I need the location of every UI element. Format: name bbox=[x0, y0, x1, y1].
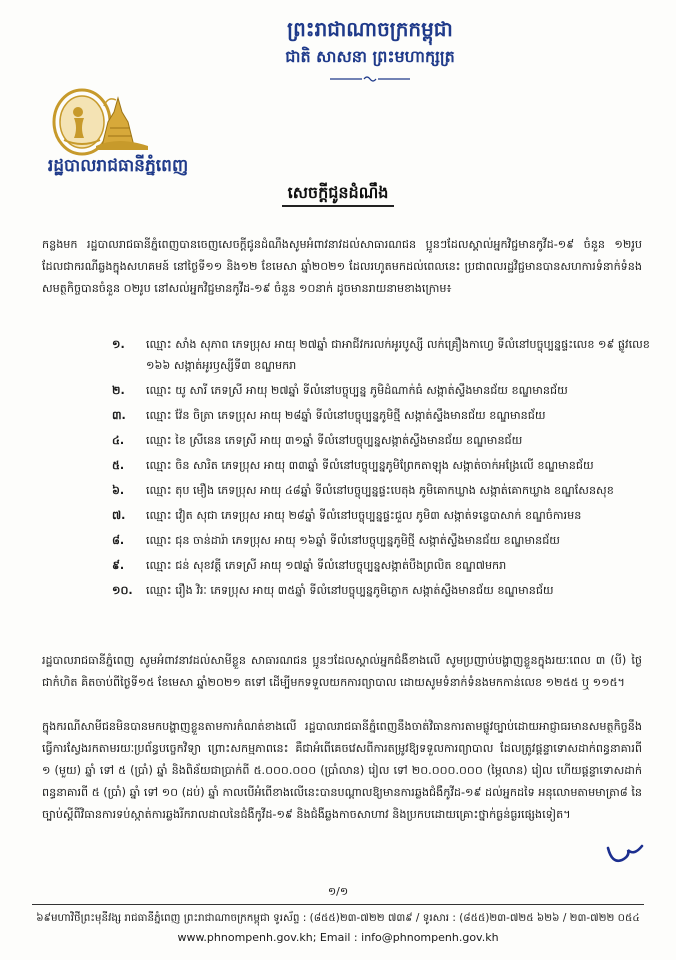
item-text: ឈ្មោះ វ៉ៀត សុជា ភេទប្រុស អាយុ ២៨ឆ្នាំ ទីលំនៅបច្ចុប្បន្នផ្ទះជួល ភូមិ៣ សង្កាត់ទន្លេបាសាក់ ខណ្ឌចំការមន bbox=[146, 509, 582, 522]
list-item bbox=[112, 480, 652, 501]
item-number: ១០. bbox=[112, 584, 133, 597]
email-link[interactable]: info@phnompenh.gov.kh bbox=[361, 931, 499, 944]
list-item bbox=[112, 455, 652, 476]
email-label: Email : bbox=[319, 931, 358, 944]
item-text: ឈ្មោះ សាំង សុភាព ភេទប្រុស អាយុ ២៧ឆ្នាំ ជាអាជីវករលក់អូរបូស្សី លក់គ្រឿងកាហ្វេ ទីលំនៅបច្ចុប្បន្នផ្ទះលេខ ១៩ ផ្លូវលេខ ១៦៦ សង្កាត់អូរឫស្សីទី៣ ខណ្ឌមករា bbox=[146, 338, 650, 372]
item-number: ៦. bbox=[112, 484, 125, 497]
footer-address: ៦៩មហាវិថីព្រះមុនីវង្ស រាជធានីភ្នំពេញ ព្រះរាជាណាចក្រកម្ពុជា ទូរស័ព្ទ : (៨៥៥)២៣-៧២២ ៧៣៩ / ទូរសារ : (៨៥៥)២៣-៧២៥ ៦២៦ / ២៣-៧២២ ០៥៤ bbox=[36, 912, 640, 924]
item-text: ឈ្មោះ យូ សារី ភេទស្រី អាយុ ២៧ឆ្នាំ ទីលំនៅបច្ចុប្បន្ន ភូមិដំណាក់ធំ សង្កាត់ស្ទឹងមានជ័យ ខណ្ឌមានជ័យ bbox=[146, 384, 568, 397]
list-item bbox=[112, 555, 652, 576]
item-number: ៥. bbox=[112, 459, 125, 472]
item-number: ១. bbox=[112, 338, 125, 351]
list-item bbox=[112, 334, 652, 376]
item-text: ឈ្មោះ វ៉ែន ចិត្រា ភេទប្រុស អាយុ ២៨ឆ្នាំ ទីលំនៅបច្ចុប្បន្នភូមិថ្មី សង្កាត់ស្ទឹងមានជ័យ ខណ្ឌមានជ័យ bbox=[146, 409, 546, 422]
separator: ; bbox=[312, 931, 320, 944]
national-motto: ជាតិ សាសនា ព្រះមហាក្សត្រ bbox=[285, 47, 455, 66]
legal-warning-paragraph: ក្នុងករណីសាមីជនមិនបានមកបង្ហាញខ្លួនតាមការកំណត់ខាងលើ រដ្ឋបាលរាជធានីភ្នំពេញនឹងចាត់វិធានការតាមផ្លូវច្បាប់ដោយអាជ្ញាធរមានសមត្ថកិច្ចនឹងធ្វើការស្វែងរកតាមរយៈប្រព័ន្ធបច្ចេកវិទ្យា ព្រោះសកម្មភាពនេះ គឺជាអំពើគេចវេសពីការតម្រូវឱ្យទទួលការព្យាបាល ដែលត្រូវផ្តន្ទាទោសដាក់ពន្ធនាគារពី ១ (មួយ) ឆ្នាំ ទៅ ៥ (ប្រាំ) ឆ្នាំ និងពិន័យជាប្រាក់ពី ៥.០០០.០០០ (ប្រាំលាន) រៀល ទៅ ២០.០០០.០០០ (ម្ភៃលាន) រៀល ហើយផ្តន្ទាទោសដាក់ពន្ធនាគារពី ៥ (ប្រាំ) ឆ្នាំ ទៅ ១០ (ដប់) ឆ្នាំ កាលបើអំពើខាងលើនេះបានបណ្តាលឱ្យមានការឆ្លងជំងឺកូវីដ-១៩ ដល់អ្នកដទៃ អនុលោមតាមមាត្រា៨ នៃច្បាប់ស្តីពីវិធានការទប់ស្កាត់ការឆ្លងរីករាលដាលនៃជំងឺកូវីដ-១៩ និងជំងឺឆ្លងកាចសាហាវ និងប្រកបដោយគ្រោះថ្នាក់ធ្ងន់ធ្ងរផ្សេងទៀត។ bbox=[42, 720, 642, 821]
list-item bbox=[112, 580, 652, 601]
patient-list bbox=[112, 334, 652, 605]
page-number: ១/១ bbox=[327, 885, 349, 898]
list-item bbox=[112, 380, 652, 401]
list-item bbox=[112, 405, 652, 426]
website-link[interactable]: www.phnompenh.gov.kh bbox=[177, 931, 313, 944]
organization-name: រដ្ឋបាលរាជធានីភ្នំពេញ bbox=[47, 156, 189, 176]
item-number: ៣. bbox=[112, 409, 126, 422]
item-number: ៤. bbox=[112, 434, 125, 447]
footer-contact bbox=[18, 930, 658, 946]
phnom-penh-emblem-icon bbox=[44, 82, 156, 162]
list-item bbox=[112, 505, 652, 526]
document-title: សេចក្តីជូនដំណឹង bbox=[287, 183, 389, 202]
item-text: ឈ្មោះ តុប មឿង ភេទប្រុស អាយុ ៤៨ឆ្នាំ ទីលំនៅបច្ចុប្បន្នផ្ទះបេតុង ភូមិគោកឃ្លាង សង្កាត់គោកឃ្លាង ខណ្ឌសែនសុខ bbox=[146, 484, 614, 497]
intro-paragraph: កន្លងមក រដ្ឋបាលរាជធានីភ្នំពេញបានចេញសេចក្តីជូនដំណឹងសូមអំពាវនាវដល់សាធារណជន ប្អូនៗដែលស្គាល់អ្នកវិជ្ជមានកូវីដ-១៩ ចំនួន ១២រូប ដែលជាករណីឆ្លងក្នុងសហគមន៍ នៅថ្ងៃទី១១ និង១២ ខែមេសា ឆ្នាំ២០២១ ដែលរហូតមកដល់ពេលនេះ ប្រជាពលរដ្ឋវិជ្ជមានបានសហការទំនាក់ទំនងសមត្ថកិច្ចបានចំនួន ០២រូប នៅសល់អ្នកវិជ្ជមានកូវីដ-១៩ ចំនួន ១០នាក់ ដូចមានរាយនាមខាងក្រោម៖ bbox=[42, 238, 642, 295]
item-text: ឈ្មោះ ជុន ចាន់ដារ៉ា ភេទប្រុស អាយុ ១៦ឆ្នាំ ទីលំនៅបច្ចុប្បន្នភូមិថ្មី សង្កាត់ស្ទឹងមានជ័យ ខណ្ឌមានជ័យ bbox=[146, 534, 560, 547]
list-item bbox=[112, 430, 652, 451]
item-text: ឈ្មោះ ជន់ សុខវត្តី ភេទស្រី អាយុ ១៧ឆ្នាំ ទីលំនៅបច្ចុប្បន្នសង្កាត់បឹងព្រលិត ខណ្ឌ៧មករា bbox=[146, 559, 507, 572]
title-underline bbox=[282, 205, 394, 207]
appeal-paragraph: រដ្ឋបាលរាជធានីភ្នំពេញ សូមអំពាវនាវដល់សាមីខ្លួន សាធារណជន ប្អូនៗដែលស្គាល់អ្នកជំងឺខាងលើ សូមប្រញាប់បង្ហាញខ្លួនក្នុងរយៈពេល ៣ (បី) ថ្ងៃជាកំហិត គិតចាប់ពីថ្ងៃទី១៥ ខែមេសា ឆ្នាំ២០២១ តទៅ ដើម្បីមកទទួលយកការព្យាបាល ដោយសូមទំនាក់ទំនងមកកាន់លេខ ១២៥៥ ឬ ១១៥។ bbox=[42, 654, 642, 689]
item-number: ៩. bbox=[112, 559, 125, 572]
footer-divider bbox=[32, 904, 644, 905]
kingdom-heading: ព្រះរាជាណាចក្រកម្ពុជា bbox=[287, 17, 453, 41]
list-item bbox=[112, 530, 652, 551]
item-text: ឈ្មោះ រឿង វិរៈ ភេទប្រុស អាយុ ៣៥ឆ្នាំ ទីលំនៅបច្ចុប្បន្នភូមិភ្លោក សង្កាត់ស្ទឹងមានជ័យ ខណ្ឌមានជ័យ bbox=[146, 584, 554, 597]
item-number: ៧. bbox=[112, 509, 126, 522]
ornamental-divider-icon bbox=[330, 74, 410, 84]
initial-mark-icon bbox=[604, 842, 648, 866]
item-number: ៨. bbox=[112, 534, 125, 547]
item-text: ឈ្មោះ ចិន សារិត ភេទប្រុស អាយុ ៣៣ឆ្នាំ ទីលំនៅបច្ចុប្បន្នភូមិព្រែកតាឡុង សង្កាត់ចាក់អង្រែលើ ខណ្ឌមានជ័យ bbox=[146, 459, 594, 472]
item-number: ២. bbox=[112, 384, 125, 397]
item-text: ឈ្មោះ ខៃ ស្រីនេន ភេទស្រី អាយុ ៣១ឆ្នាំ ទីលំនៅបច្ចុប្បន្នសង្កាត់ស្ទឹងមានជ័យ ខណ្ឌមានជ័យ bbox=[146, 434, 523, 447]
